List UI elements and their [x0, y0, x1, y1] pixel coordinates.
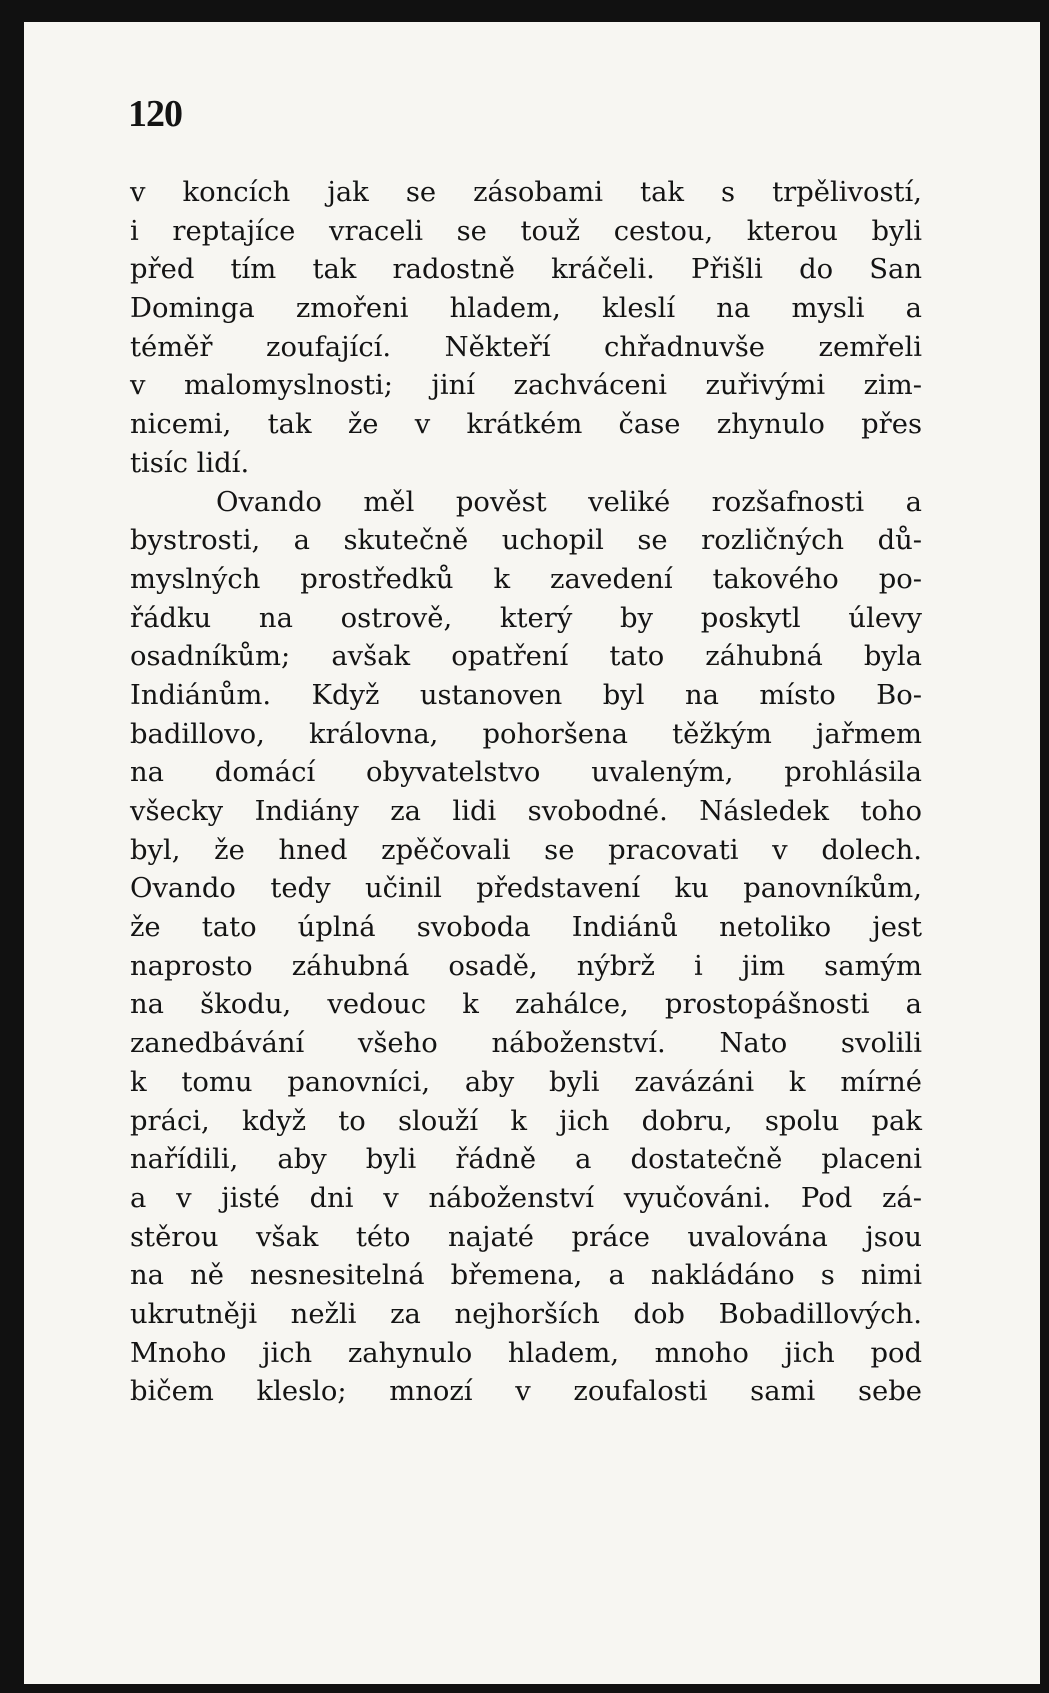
text-line: řádku na ostrově, který by poskytl úlevy	[130, 602, 922, 634]
text-line: všecky Indiány za lidi svobodné. Následek toho	[130, 796, 922, 827]
text-line: že tato úplná svoboda Indiánů netoliko jest	[130, 912, 922, 944]
text-line: Ovando tedy učinil představení ku panovníkům,	[130, 873, 922, 905]
body-text	[130, 174, 922, 1412]
text-line: k tomu panovníci, aby byli zavázáni k mírné	[130, 1066, 922, 1098]
text-line: a v jisté dni v náboženství vyučováni. Pod zá-	[130, 1182, 922, 1214]
text-line: v koncích jak se zásobami tak s trpělivostí,	[130, 177, 922, 208]
page-number: 120	[128, 93, 182, 135]
text-line: stěrou však této najaté práce uvalována jsou	[130, 1221, 922, 1253]
text-line: na ně nesnesitelná břemena, a nakládáno s nimi	[130, 1260, 922, 1292]
text-line: Indiánům. Když ustanoven byl na místo Bo-	[130, 679, 922, 711]
text-line: tisíc lidí.	[130, 447, 250, 479]
text-line: nicemi, tak že v krátkém čase zhynulo přes	[130, 409, 922, 441]
paragraph-start-line: Ovando měl pověst veliké rozšafnosti a	[216, 486, 922, 518]
text-line: myslných prostředků k zavedení takového po-	[130, 563, 922, 595]
text-line: ukrutněji nežli za nejhorších dob Bobadillových.	[130, 1298, 922, 1330]
text-line: v malomyslnosti; jiní zachváceni zuřivými zim-	[130, 370, 922, 402]
text-line: téměř zoufající. Někteří chřadnuvše zemřeli	[130, 331, 922, 363]
text-line: bičem kleslo; mnozí v zoufalosti sami sebe	[130, 1376, 922, 1408]
text-line: i reptajíce vraceli se touž cestou, kterou byli	[130, 215, 922, 247]
text-line: zanedbávání všeho náboženství. Nato svolili	[130, 1028, 922, 1060]
text-line: naprosto záhubná osadě, nýbrž i jim samým	[130, 950, 922, 982]
text-line: Mnoho jich zahynulo hladem, mnoho jich pod	[130, 1337, 922, 1369]
text-line: před tím tak radostně kráčeli. Přišli do San	[130, 254, 922, 286]
text-line: badillovo, královna, pohoršena těžkým jařmem	[130, 718, 922, 750]
text-line: Dominga zmořeni hladem, kleslí na mysli a	[130, 293, 922, 325]
text-line: na domácí obyvatelstvo uvaleným, prohlásila	[130, 757, 922, 789]
text-line: byl, že hned zpěčovali se pracovati v dolech.	[130, 834, 922, 866]
text-line: na škodu, vedouc k zahálce, prostopášnosti a	[130, 989, 922, 1021]
text-line: nařídili, aby byli řádně a dostatečně placeni	[130, 1144, 922, 1176]
text-line: bystrosti, a skutečně uchopil se rozličných dů-	[130, 525, 922, 557]
text-line: práci, když to slouží k jich dobru, spolu pak	[130, 1105, 922, 1137]
text-line: osadníkům; avšak opatření tato záhubná byla	[130, 641, 922, 673]
